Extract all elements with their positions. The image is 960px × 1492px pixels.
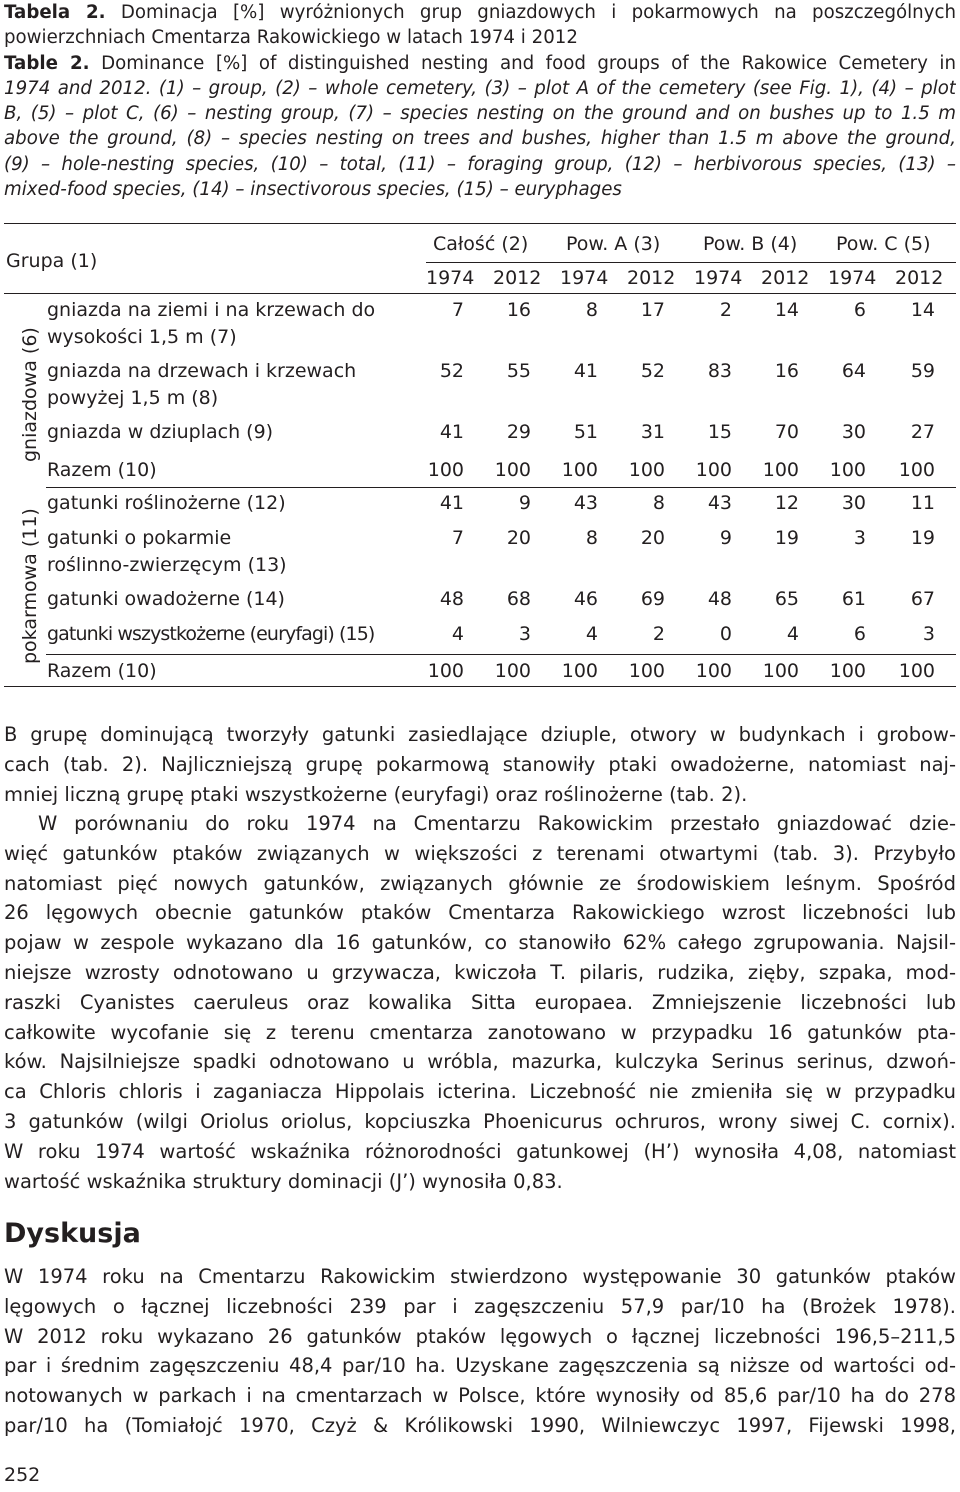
table-cell: 2: [719, 299, 732, 321]
para3-line: notowanych w parkach i na cmentarzach w Polsce, które wynosiły od 85,6 par/10 ha do 278: [4, 1384, 956, 1408]
table-cell: 15: [707, 421, 732, 443]
table-cell: 100: [494, 660, 531, 682]
table-cell: 12: [774, 492, 799, 514]
table-cell: 100: [695, 459, 732, 481]
table-cell: 2: [652, 623, 665, 645]
table-cell: 100: [695, 660, 732, 682]
caption-en-line-6: mixed-food species, (14) – insectivorous species, (15) – euryphages: [4, 179, 622, 201]
table-cell: 41: [439, 421, 464, 443]
row-label: gniazda w dziuplach (9): [47, 421, 274, 443]
table-cell: 70: [774, 421, 799, 443]
para2-line: wartość wskaźnika struktury dominacji (J’) wynosiła 0,83.: [4, 1169, 563, 1193]
row-label: gniazda na drzewach i krzewach: [47, 360, 357, 382]
table-bottom-rule: [4, 686, 956, 687]
table-cell: 4: [786, 623, 799, 645]
paragraph-2: [4, 809, 956, 1196]
table-cell: 3: [922, 623, 935, 645]
para3-line: par i średnim zagęszczeniu 48,4 par/10 ha. Uzyskane zagęszczenia są niższe od wartości od-: [4, 1354, 956, 1378]
table-cell: 8: [652, 492, 665, 514]
para2-line: więć gatunków ptaków związanych w większości z terenami otwartymi (tab. 3). Przybyło: [4, 841, 956, 865]
table-cell: 100: [628, 660, 665, 682]
table-cell: 67: [910, 588, 935, 610]
para2-line: ków. Najsilniejsze spadki odnotowano u wróbla, mazurka, kulczyka Serinus serinus, dzwoń-: [4, 1050, 956, 1074]
table-cell: 16: [774, 360, 799, 382]
table-cell: 4: [585, 623, 598, 645]
year-header: 2012: [761, 267, 810, 289]
header-bottom-rule: [4, 293, 956, 294]
page-number: 252: [4, 1464, 41, 1486]
caption-en-line-3: B, (5) – plot C, (6) – nesting group, (7) – species nesting on the ground and on bushes up to 1.5 m: [4, 103, 956, 125]
table-cell: 27: [910, 421, 935, 443]
caption-en-label: Table 2.: [4, 52, 90, 74]
table-cell: 17: [640, 299, 665, 321]
table-cell: 29: [506, 421, 531, 443]
table-cell: 41: [439, 492, 464, 514]
table-cell: 100: [427, 459, 464, 481]
table-cell: 100: [427, 660, 464, 682]
table-cell: 100: [762, 660, 799, 682]
paragraph-1: [4, 720, 956, 809]
table-cell: 19: [910, 527, 935, 549]
para2-line: W porównaniu do roku 1974 na Cmentarzu Rakowickim przestało gniazdować dzie-: [38, 812, 956, 835]
table-cell: 100: [829, 459, 866, 481]
table-cell: 52: [640, 360, 665, 382]
table-cell: 3: [853, 527, 866, 549]
caption-en-line-2: 1974 and 2012. (1) – group, (2) – whole cemetery, (3) – plot A of the cemetery (see Fig. 1), (4) – plot: [4, 77, 956, 99]
table-cell: 7: [451, 299, 464, 321]
food-total-rule: [46, 654, 956, 655]
para2-line: ca Chloris chloris i zaganiacza Hippolais icterina. Liczebność nie zmieniła się w przypadku: [4, 1080, 956, 1104]
row-label-cont: wysokości 1,5 m (7): [47, 326, 237, 348]
nesting-total-rule: [46, 487, 956, 488]
table-cell: 41: [573, 360, 598, 382]
table-cell: 7: [451, 527, 464, 549]
col-group-total: Całość (2): [433, 233, 529, 255]
table-cell: 83: [707, 360, 732, 382]
para2-line: raszki Cyanistes caeruleus oraz kowalika Sitta europaea. Zmniejszenie liczebności lub: [4, 990, 956, 1014]
table-cell: 65: [774, 588, 799, 610]
year-header: 1974: [426, 267, 475, 289]
table-cell: 14: [910, 299, 935, 321]
row-label: gatunki roślinożerne (12): [47, 492, 286, 514]
row-label: Razem (10): [47, 660, 157, 682]
row-label-cont: powyżej 1,5 m (8): [47, 387, 219, 409]
row-label: gatunki owadożerne (14): [47, 588, 285, 610]
table-cell: 8: [585, 527, 598, 549]
table-cell: 48: [707, 588, 732, 610]
para1-line: cach (tab. 2). Najliczniejszą grupę pokarmową stanowiły ptaki owadożerne, natomiast naj-: [4, 752, 956, 776]
table-cell: 48: [439, 588, 464, 610]
table-cell: 30: [841, 421, 866, 443]
col-group-plot-c: Pow. C (5): [836, 233, 931, 255]
para1-line: B grupę dominującą tworzyły gatunki zasiedlające dziuple, otwory w budynkach i grobow-: [4, 723, 956, 746]
group-header: Grupa (1): [6, 250, 98, 272]
table-cell: 100: [898, 459, 935, 481]
caption-en-line-4: above the ground, (8) – species nesting on trees and bushes, higher than 1.5 m above the ground,: [4, 128, 956, 150]
table-cell: 100: [628, 459, 665, 481]
dominance-table: [0, 0, 960, 700]
header-mid-rule: [426, 262, 956, 263]
caption-en-line-5: (9) – hole-nesting species, (10) – total, (11) – foraging group, (12) – herbivorous species, (13) –: [4, 153, 956, 175]
section-heading: Dyskusja: [4, 1218, 141, 1249]
para2-line: całkowite wycofanie się z terenu cmentarza zanotowano w przypadku 16 gatunków pta-: [4, 1020, 956, 1044]
table-cell: 61: [841, 588, 866, 610]
para2-line: niejsze wzrosty odnotowano u grzywacza, kwiczoła T. pilaris, rudzika, zięby, szpaka, mod-: [4, 960, 956, 984]
para3-line: par/10 ha (Tomiałojć 1970, Czyż & Królikowski 1990, Wilniewczyc 1997, Fijewski 1998,: [4, 1413, 956, 1437]
para3-line: lęgowych o łącznej liczebności 239 par i zagęszczeniu 57,9 par/10 ha (Brożek 1978).: [4, 1294, 956, 1318]
para2-line: W roku 1974 wartość wskaźnika różnorodności gatunkowej (H’) wynosiła 4,08, natomiast: [4, 1139, 956, 1163]
caption-en-line-1: Table 2. Dominance [%] of distinguished nesting and food groups of the Rakowice Cemetery in: [4, 52, 956, 74]
table-cell: 4: [451, 623, 464, 645]
table-cell: 100: [829, 660, 866, 682]
table-cell: 68: [506, 588, 531, 610]
table-cell: 0: [719, 623, 732, 645]
section-label-nesting: gniazdowa (6): [19, 327, 41, 462]
table-cell: 100: [898, 660, 935, 682]
year-header: 2012: [627, 267, 676, 289]
table-cell: 52: [439, 360, 464, 382]
year-header: 2012: [895, 267, 944, 289]
table-cell: 20: [640, 527, 665, 549]
year-header: 1974: [560, 267, 609, 289]
table-cell: 30: [841, 492, 866, 514]
year-header: 1974: [828, 267, 877, 289]
table-cell: 11: [910, 492, 935, 514]
para2-line: 26 lęgowych obecnie gatunków ptaków Cmentarza Rakowickiego wzrost liczebności lub: [4, 901, 956, 925]
para2-line: pojaw w zespole wykazano dla 16 gatunków, co stanowiło 62% całego zgrupowania. Najsil-: [4, 931, 956, 955]
table-cell: 16: [506, 299, 531, 321]
table-cell: 8: [585, 299, 598, 321]
table-cell: 100: [561, 660, 598, 682]
table-cell: 3: [518, 623, 531, 645]
table-cell: 6: [853, 623, 866, 645]
table-cell: 100: [561, 459, 598, 481]
row-label-cont: roślinno-zwierzęcym (13): [47, 554, 287, 576]
para3-line: W 2012 roku wykazano 26 gatunków ptaków lęgowych o łącznej liczebności 196,5–211,5: [4, 1324, 956, 1348]
table-cell: 9: [719, 527, 732, 549]
table-cell: 69: [640, 588, 665, 610]
table-cell: 46: [573, 588, 598, 610]
table-cell: 43: [573, 492, 598, 514]
table-cell: 43: [707, 492, 732, 514]
table-cell: 6: [853, 299, 866, 321]
table-cell: 9: [518, 492, 531, 514]
table-cell: 19: [774, 527, 799, 549]
para3-line: W 1974 roku na Cmentarzu Rakowickim stwierdzono występowanie 30 gatunków ptaków: [4, 1265, 956, 1288]
section-label-food: pokarmowa (11): [19, 508, 41, 664]
para1-line: mniej liczną grupę ptaki wszystkożerne (euryfagi) oraz roślinożerne (tab. 2).: [4, 782, 748, 806]
para2-line: 3 gatunków (wilgi Oriolus oriolus, kopciuszka Phoenicurus ochruros, wrony siwej C. cornix).: [4, 1109, 956, 1133]
caption-pl-line-2: powierzchniach Cmentarza Rakowickiego w latach 1974 i 2012: [4, 27, 578, 49]
table-cell: 100: [494, 459, 531, 481]
year-header: 1974: [694, 267, 743, 289]
caption-pl-label: Tabela 2.: [4, 2, 106, 23]
row-label: gniazda na ziemi i na krzewach do: [47, 299, 376, 321]
table-cell: 55: [506, 360, 531, 382]
table-cell: 100: [762, 459, 799, 481]
table-cell: 51: [573, 421, 598, 443]
paragraph-3: [4, 1262, 956, 1441]
table-cell: 14: [774, 299, 799, 321]
caption-pl-line-1: Tabela 2. Dominacja [%] wyróżnionych grup gniazdowych i pokarmowych na poszczególnych: [4, 2, 956, 23]
row-label: gatunki o pokarmie: [47, 527, 232, 549]
year-header: 2012: [493, 267, 542, 289]
para2-line: natomiast pięć nowych gatunków, związanych głównie ze środowiskiem leśnym. Spośród: [4, 871, 956, 895]
row-label: gatunki wszystkożerne (euryfagi) (15): [47, 623, 375, 645]
col-group-plot-b: Pow. B (4): [703, 233, 798, 255]
table-top-rule: [4, 223, 956, 224]
table-cell: 64: [841, 360, 866, 382]
table-cell: 31: [640, 421, 665, 443]
table-cell: 20: [506, 527, 531, 549]
table-cell: 59: [910, 360, 935, 382]
col-group-plot-a: Pow. A (3): [566, 233, 661, 255]
row-label: Razem (10): [47, 459, 157, 481]
